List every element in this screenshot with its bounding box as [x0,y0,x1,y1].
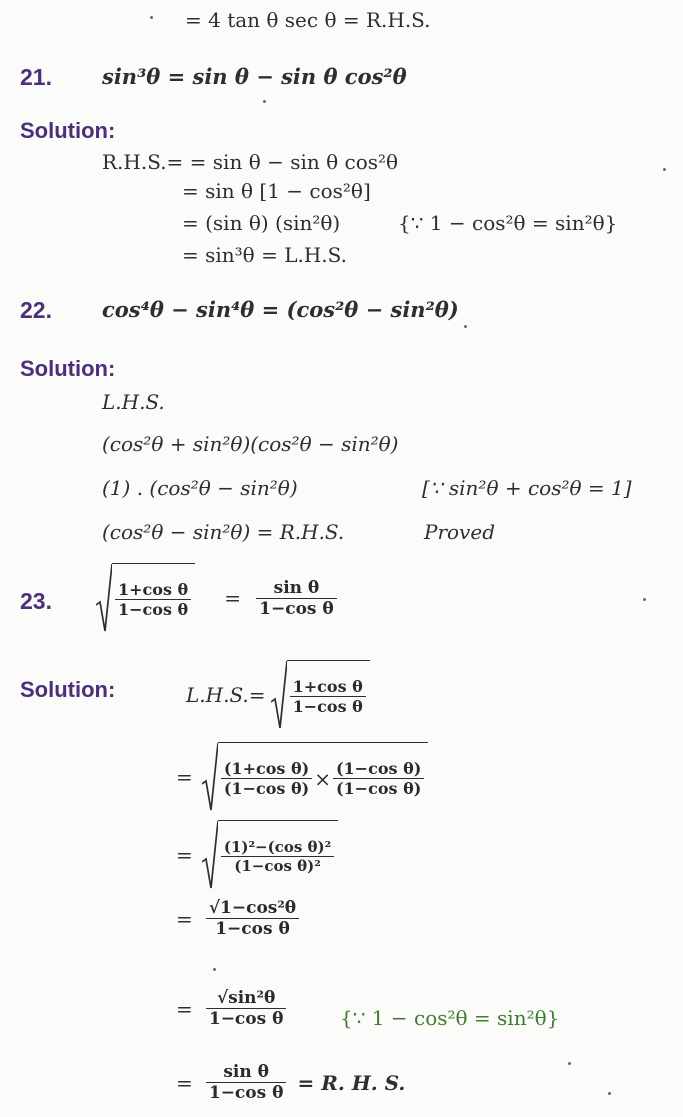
question-21-number: 21. [20,64,52,90]
equals-sign: = [176,1070,193,1095]
equals-sign: = [176,765,193,789]
equals-sign: = [176,843,193,867]
step-c-numerator: √1−cos²θ [206,898,299,919]
question-23-right-denominator: 1−cos θ [259,598,334,619]
solution-23-heading: Solution: [20,677,116,702]
solution-23-step-a [176,742,428,812]
solution-23-step-a-radical [202,742,428,812]
question-23-radical [96,563,195,633]
solution-23-step-c [176,898,299,939]
solution-23-step-d [176,988,286,1029]
step-a-second-numerator: (1−cos θ) [333,759,424,779]
solution-23-reason: {∵ 1 − cos²θ = sin²θ} [340,1006,560,1030]
question-23-left-numerator: 1+cos θ [115,580,191,600]
solution-22-line-2: (cos²θ + sin²θ)(cos²θ − sin²θ) [102,432,399,456]
question-23-equals: = [224,586,242,610]
solution-23-step-b [176,820,338,890]
step-e-result: = R. H. S. [297,1070,406,1095]
step-a-second-denominator: (1−cos θ) [335,779,422,798]
question-23-number: 23. [20,588,52,614]
equals-sign: = [176,996,193,1021]
solution-21-line-2: = sin θ [1 − cos²θ] [182,179,371,203]
question-23-statement [96,563,337,633]
scan-speck [643,598,646,601]
solution-23-lhs-radical [271,660,370,730]
solution-22-proved: Proved [424,520,495,544]
solution-22-line-1: L.H.S. [102,390,165,414]
solution-21-reason: {∵ 1 − cos²θ = sin²θ} [398,211,618,235]
radical-sign-icon [202,820,218,890]
solution-21-line-4: = sin³θ = L.H.S. [182,243,347,267]
solution-21-heading: Solution: [20,118,116,143]
scan-speck [213,968,216,971]
question-22-statement: cos⁴θ − sin⁴θ = (cos²θ − sin²θ) [102,297,459,322]
solution-23-lhs-numerator: 1+cos θ [290,677,366,697]
question-22-number: 22. [20,297,52,323]
step-d-denominator: 1−cos θ [208,1009,284,1029]
solution-23-lhs [186,660,370,730]
scan-speck [663,168,666,171]
step-b-denominator: (1−cos θ)² [234,857,321,875]
solution-21-line-1: R.H.S.= = sin θ − sin θ cos²θ [102,150,399,174]
solution-21-line-3: = (sin θ) (sin²θ) [182,211,341,235]
step-c-denominator: 1−cos θ [215,919,290,939]
solution-23-step-e [176,1062,405,1103]
question-23-right-numerator: sin θ [256,578,337,599]
equals-sign: = [176,906,193,931]
scan-speck [608,1092,611,1095]
solution-23-step-b-radical [202,820,338,890]
radical-sign-icon [202,742,218,812]
step-a-first-denominator: (1−cos θ) [223,779,310,798]
solution-22-line-3: (1) . (cos²θ − sin²θ) [102,476,298,500]
question-23-left-denominator: 1−cos θ [118,600,189,619]
solution-22-reason: [∵ sin²θ + cos²θ = 1] [422,476,632,500]
scan-speck [263,100,266,103]
solution-22-line-4: (cos²θ − sin²θ) = R.H.S. [102,520,345,544]
step-e-numerator: sin θ [206,1062,287,1083]
scan-speck [568,1062,571,1065]
step-a-first-numerator: (1+cos θ) [221,759,312,779]
radical-sign-icon [271,660,287,730]
question-21-statement: sin³θ = sin θ − sin θ cos²θ [102,64,407,89]
solution-23-lhs-denominator: 1−cos θ [292,697,363,716]
radical-sign-icon [96,563,112,633]
line-0: = 4 tan θ sec θ = R.H.S. [185,8,431,32]
step-b-numerator: (1)²−(cos θ)² [221,838,334,857]
scan-speck [464,325,467,328]
times-sign: × [314,766,331,791]
solution-23-lhs-label: L.H.S.= [186,683,266,707]
step-d-numerator: √sin²θ [206,988,287,1009]
scan-speck [150,16,153,19]
solution-22-heading: Solution: [20,356,116,381]
step-e-denominator: 1−cos θ [208,1083,284,1103]
